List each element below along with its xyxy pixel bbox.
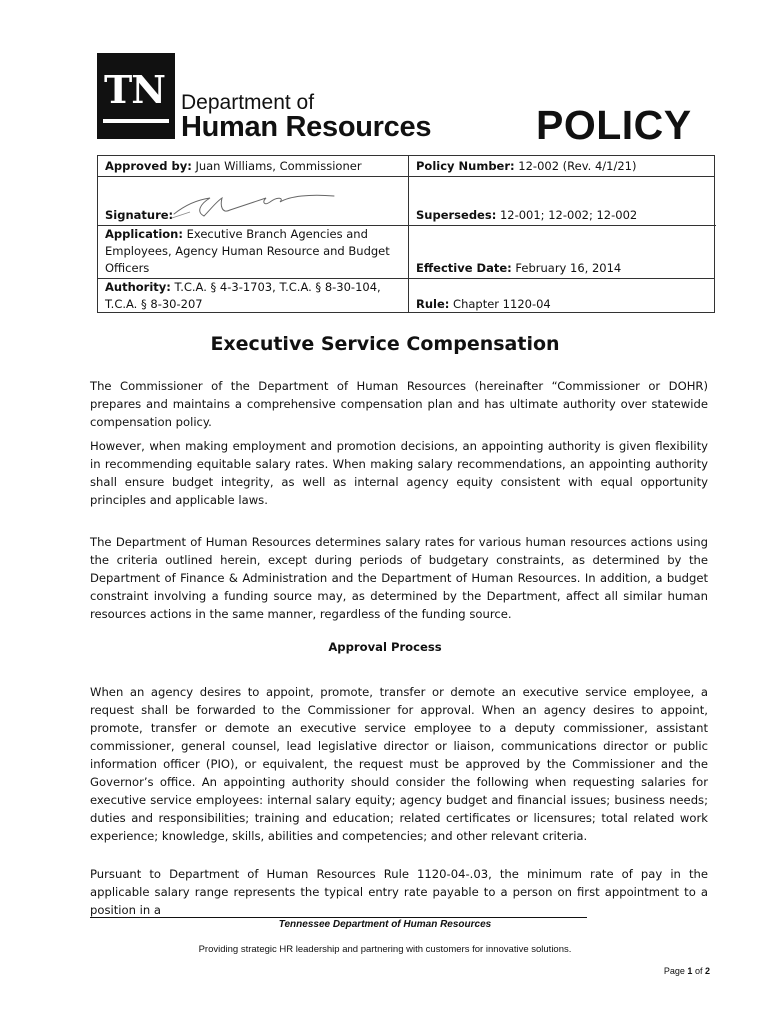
footer-organization: Tennessee Department of Human Resources — [278, 919, 492, 930]
supersedes-cell — [416, 207, 637, 224]
table-divider-row2-right — [409, 225, 716, 226]
rule-value: Chapter 1120-04 — [453, 297, 551, 311]
footer-rule — [90, 917, 587, 918]
rule-cell — [416, 296, 551, 313]
paragraph-appointing-authority: However, when making employment and promotion decisions, an appointing authority is given flexibility in recommending equitable salary rates. When making salary recommendations, an appointing authority shall ensure budget integrity, as well as internal agency equity consistent with equal opportunity principles and applicable laws. — [90, 439, 708, 507]
supersedes-value: 12-001; 12-002; 12-002 — [499, 208, 638, 222]
supersedes-label: Supersedes: — [416, 208, 497, 222]
approval-process-heading: Approval Process — [328, 640, 442, 654]
effective-date-label: Effective Date: — [416, 261, 512, 275]
table-divider-vertical — [408, 156, 409, 312]
application-value-line3: Officers — [105, 261, 150, 275]
document-type-heading: POLICY — [536, 102, 692, 148]
tn-logo-underline — [103, 119, 169, 123]
document-title: Executive Service Compensation — [210, 333, 560, 355]
application-label: Application: — [105, 227, 183, 241]
effective-date-value: February 16, 2014 — [515, 261, 622, 275]
tn-logo-text: TN — [104, 67, 166, 112]
approved-by-label: Approved by: — [105, 159, 192, 173]
signature-label: Signature: — [105, 208, 174, 222]
page-of: of — [694, 966, 703, 976]
paragraph-commissioner-authority: The Commissioner of the Department of Human Resources (hereinafter “Commissioner or DOHR) prepares and maintains a comprehensive compensation plan and has ultimate authority over statewide compensation policy. — [90, 379, 708, 429]
effective-date-cell — [416, 260, 621, 277]
application-value-line1: Executive Branch Agencies and — [186, 227, 368, 241]
authority-cell — [105, 279, 403, 313]
logo-department-line: Department of — [181, 91, 315, 114]
logo-human-resources-line: Human Resources — [181, 111, 432, 143]
paragraph-approval-process: When an agency desires to appoint, promote, transfer or demote an executive service employee, a request shall be forwarded to the Commissioner for approval. When an agency desires to appoint, promote, transfer or demote an executive service employee to a deputy commissioner, assistant commissioner, general counsel, lead legislative director or liaison, communications director or public information officer (PIO), or equivalent, the request must be approved by the Commissioner and the Governor’s office. An appointing authority should consider the following when requesting salaries for executive service employees: internal salary equity; agency budget and financial issues; business needs; duties and responsibilities; training and education; related certificates or licensures; total related work experience; knowledge, skills, abilities and competencies; and other relevant criteria. — [90, 685, 708, 843]
tn-dhr-logo — [97, 53, 432, 143]
policy-number-cell — [416, 158, 636, 175]
approved-by-cell — [105, 158, 362, 175]
paragraph-minimum-rate: Pursuant to Department of Human Resources Rule 1120-04-.03, the minimum rate of pay in the applicable salary range represents the typical entry rate payable to a person on first appointment to a position in a — [90, 867, 708, 917]
approved-by-value: Juan Williams, Commissioner — [195, 159, 362, 173]
page-word: Page — [663, 966, 685, 976]
signature-cell — [105, 207, 173, 224]
authority-value-line2: T.C.A. § 8-30-207 — [105, 297, 203, 311]
policy-number-value: 12-002 (Rev. 4/1/21) — [518, 159, 637, 173]
authority-label: Authority: — [105, 280, 171, 294]
policy-number-label: Policy Number: — [416, 159, 515, 173]
footer-tagline: Providing strategic HR leadership and partnering with customers for innovative solutions. — [198, 944, 572, 955]
page-number — [664, 966, 710, 976]
tn-logo-mark — [97, 53, 175, 139]
table-divider-row1 — [98, 176, 714, 177]
authority-value-line1: T.C.A. § 4-3-1703, T.C.A. § 8-30-104, — [174, 280, 381, 294]
policy-header-table — [97, 155, 715, 313]
application-value-line2: Employees, Agency Human Resource and Budget — [105, 244, 390, 258]
page-current: 1 — [687, 966, 693, 976]
rule-label: Rule: — [416, 297, 450, 311]
handwritten-signature — [170, 188, 340, 222]
paragraph-salary-rates: The Department of Human Resources determines salary rates for various human resources actions using the criteria outlined herein, except during periods of budgetary constraints, as determined by the Department of Finance & Administration and the Department of Human Resources. In addition, a budget constraint involving a funding source may, as determined by the Department, affect all similar human resources actions in the same manner, regardless of the funding source. — [90, 535, 708, 621]
application-cell — [105, 226, 403, 277]
page-total: 2 — [704, 966, 710, 976]
